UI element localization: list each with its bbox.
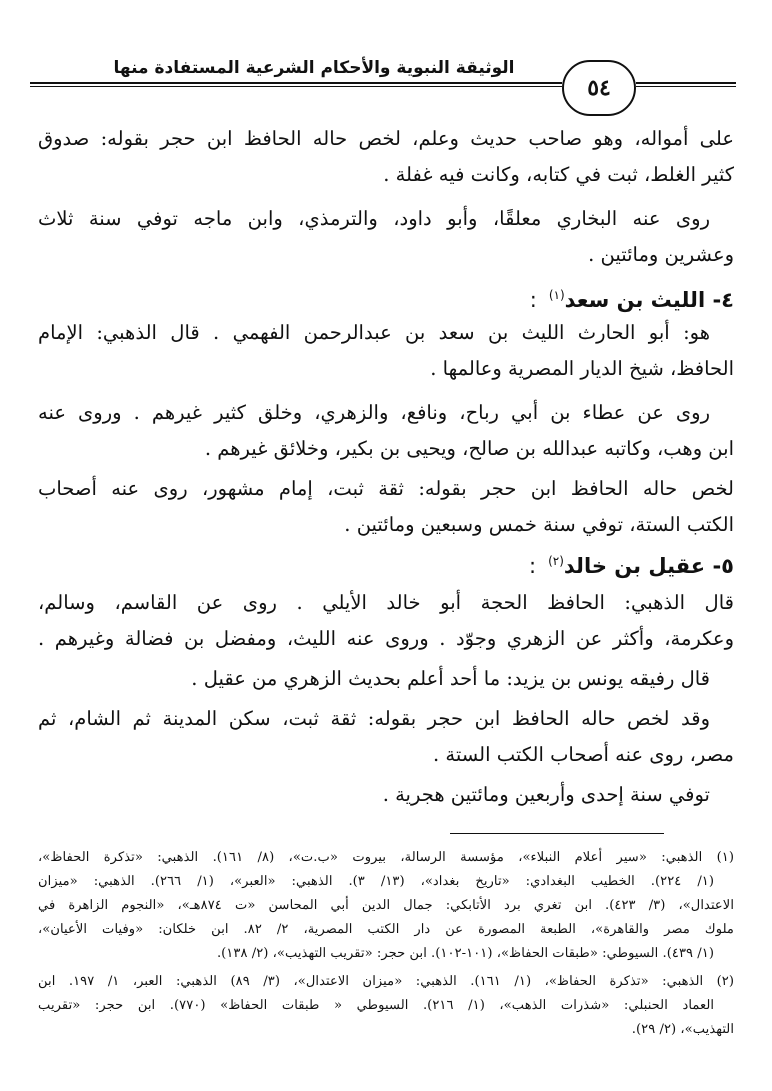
footnote-line: التهذيب»، (٢/ ٢٩). xyxy=(631,1022,734,1037)
footnote-line: العماد الحنبلي: «شذرات الذهب»، (١/ ٢١٦). السيوطي « طبقات الحفاظ» (٧٧٠). ابن حجر: «تقريب xyxy=(38,998,714,1013)
heading-colon: : xyxy=(529,554,537,578)
footnote-line: (١/ ٢٢٤). الخطيب البغدادي: «تاريخ بغداد»، (١٣/ ٣). الذهبي: «العبر»، (١/ ٢٦٦). الذهبي: «ميزان xyxy=(38,874,714,889)
heading-title: ٥- عقيل بن خالد xyxy=(563,554,734,578)
heading-title: ٤- الليث بن سعد xyxy=(564,288,734,312)
footnote-separator xyxy=(450,833,664,834)
body-line: لخص حاله الحافظ ابن حجر بقوله: ثقة ثبت، إمام مشهور، روى عنه أصحاب xyxy=(38,477,734,500)
body-line: على أمواله، وهو صاحب حديث وعلم، لخص حاله الحافظ ابن حجر بقوله: صدوق xyxy=(38,127,734,150)
page-number: ٥٤ xyxy=(562,60,636,116)
running-title: الوثيقة النبوية والأحكام الشرعية المستفادة منها xyxy=(113,58,515,78)
body-line: وعشرين ومائتين . xyxy=(588,243,734,266)
footnote-line: الاعتدال»، (٣/ ٤٢٣). ابن تغري برد الأتابكي: جمال الدين أبي المحاسن «ت ٨٧٤هـ»، «النجوم الزاهرة في xyxy=(38,898,734,913)
body-line: ابن وهب، وكاتبه عبدالله بن صالح، ويحيى بن بكير، وخلائق غيرهم . xyxy=(204,437,734,460)
body-line: مصر، روى عنه أصحاب الكتب الستة . xyxy=(433,743,734,766)
footnote-line: ملوك مصر والقاهرة»، الطبعة المصورة عن دار الكتب المصرية، ٢/ ٨٢. ابن خلكان: «وفيات الأعيان»، xyxy=(38,922,734,937)
footnote-line: (١) الذهبي: «سير أعلام النبلاء»، مؤسسة الرسالة، بيروت «ب.ت»، (٨/ ١٦١). الذهبي: «تذكرة الحفاظ»، xyxy=(38,850,734,865)
body-line: توفي سنة إحدى وأربعين ومائتين هجرية . xyxy=(382,783,710,806)
footnote-ref: (٢) xyxy=(548,554,564,568)
heading-colon: : xyxy=(529,288,537,312)
body-line: وقد لخص حاله الحافظ ابن حجر بقوله: ثقة ثبت، سكن المدينة ثم الشام، ثم xyxy=(38,707,710,730)
header-rule-right xyxy=(636,82,736,84)
body-line: كثير الغلط، ثبت في كتابه، وكانت فيه غفلة . xyxy=(383,163,734,186)
footnote-line: (٢) الذهبي: «تذكرة الحفاظ»، (١/ ١٦١). الذهبي: «ميزان الاعتدال»، (٣/ ٨٩) الذهبي: العبر، ١/ ١٩٧. ابن xyxy=(38,974,734,989)
header-rule-thin xyxy=(30,86,562,87)
footnote-line: (١/ ٤٣٩). السيوطي: «طبقات الحفاظ»، (١٠١-١٠٢). ابن حجر: «تقريب التهذيب»، (٢/ ١٣٨). xyxy=(216,946,714,961)
body-line: روى عنه البخاري معلقًا، وأبو داود، والترمذي، وابن ماجه توفي سنة ثلاث xyxy=(38,207,710,230)
section-heading xyxy=(529,546,734,581)
footnote-ref: (١) xyxy=(548,288,565,302)
header-rule-right-thin xyxy=(636,86,736,87)
section-heading xyxy=(530,280,734,315)
body-line: وعكرمة، وأكثر عن الزهري وجوّد . وروى عنه الليث، ومفضل بن فضالة وغيرهم . xyxy=(38,627,734,650)
body-line: الكتب الستة، توفي سنة خمس وسبعين ومائتين . xyxy=(344,513,734,536)
body-line: الحافظ، شيخ الديار المصرية وعالمها . xyxy=(430,357,734,380)
header-rule xyxy=(30,82,562,84)
body-line: قال رفيقه يونس بن يزيد: ما أحد أعلم بحديث الزهري من عقيل . xyxy=(191,667,710,690)
body-line: هو: أبو الحارث الليث بن سعد بن عبدالرحمن الفهمي . قال الذهبي: الإمام xyxy=(38,321,710,344)
body-line: قال الذهبي: الحافظ الحجة أبو خالد الأيلي . روى عن القاسم، وسالم، xyxy=(38,591,734,614)
body-line: روى عن عطاء بن أبي رباح، ونافع، والزهري، وخلق كثير غيرهم . وروى عنه xyxy=(38,401,710,424)
